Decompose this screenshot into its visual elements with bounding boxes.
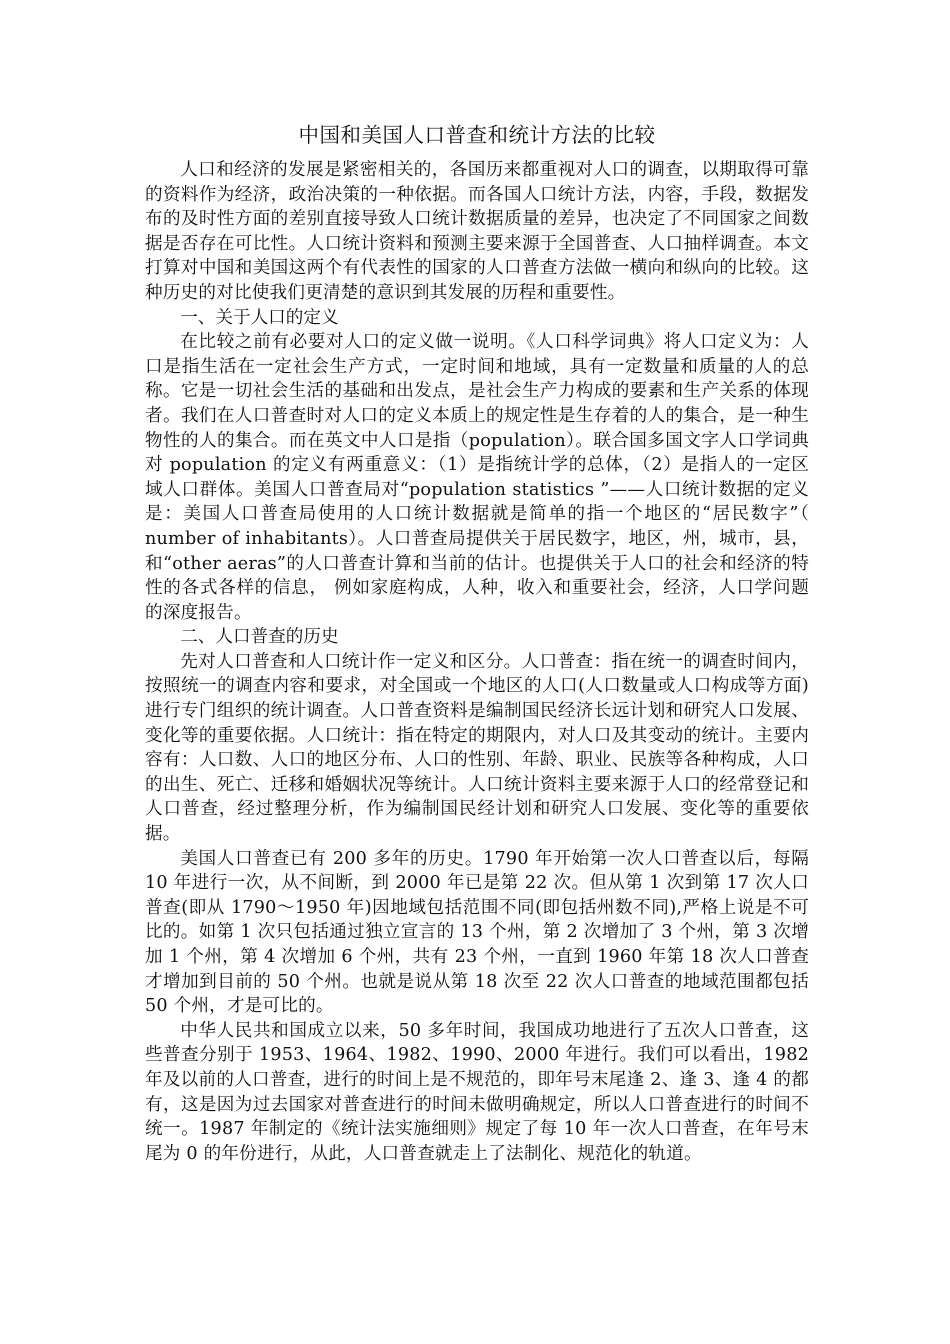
definition-paragraph: 在比较之前有必要对人口的定义做一说明。《人口科学词典》将人口定义为：人口是指生活在一定社会生产方式，一定时间和地域，具有一定数量和质量的人的总称。它是一切社会生活的基础和出发点，是社会生产力构成的要素和生产关系的体现者。我们在人口普查时对人口的定义本质上的规定性是生存着的人的集合，是一种生物性的人的集合。而在英文中人口是指（population）。联合国多国文字人口学词典对 population 的定义有两重意义：（1）是指统计学的总体，（2）是指人的一定区域人口群体。美国人口普查局对“population statistics ”——人口统计数据的定义是：美国人口普查局使用的人口统计数据就是简单的指一个地区的“居民数字”（ number of inhabitants）。人口普查局提供关于居民数字，地区，州，城市，县，和“other aeras”的人口普查计算和当前的估计。也提供关于人口的社会和经济的特性的各式各样的信息， 例如家庭构成，人种，收入和重要社会，经济，人口学问题的深度报告。 — [145, 332, 809, 623]
section-heading-history: 二、人口普查的历史 — [180, 627, 339, 648]
document-page — [145, 118, 809, 1166]
china-census-history-paragraph: 中华人民共和国成立以来，50 多年时间，我国成功地进行了五次人口普查，这些普查分别于 1953、1964、1982、1990、2000 年进行。我们可以看出，1982 年及以前的人口普查，进行的时间上是不规范的，即年号末尾逢 2、逢 3、逢 4 的都有，这是因为过去国家对普查进行的时间未做明确规定，所以人口普查进行的时间不统一。1987 年制定的《统计法实施细则》规定了每 10 年一次人口普查，在年号末尾为 0 的年份进行，从此，人口普查就走上了法制化、规范化的轨道。 — [145, 1020, 809, 1164]
document-title: 中国和美国人口普查和统计方法的比较 — [298, 123, 656, 147]
section-heading-definition: 一、关于人口的定义 — [180, 307, 339, 328]
census-definition-paragraph: 先对人口普查和人口统计作一定义和区分。人口普查：指在统一的调查时间内，按照统一的调查内容和要求，对全国或一个地区的人口(人口数量或人口构成等方面)进行专门组织的统计调查。人口普查资料是编制国民经济长远计划和研究人口发展、变化等的重要依据。人口统计：指在特定的期限内，对人口及其变动的统计。主要内容有：人口数、人口的地区分布、人口的性别、年龄、职业、民族等各种构成，人口的出生、死亡、迁移和婚姻状况等统计。人口统计资料主要来源于人口的经常登记和人口普查，经过整理分析，作为编制国民经计划和研究人口发展、变化等的重要依据。 — [145, 651, 809, 845]
us-census-history-paragraph: 美国人口普查已有 200 多年的历史。1790 年开始第一次人口普查以后，每隔 10 年进行一次，从不间断，到 2000 年已是第 22 次。但从第 1 次到第 17 次人口普查(即从 1790～1950 年)因地域包括范围不同(即包括州数不同),严格上说是不可比的。如第 1 次只包括通过独立宣言的 13 个州，第 2 次增加了 3 个州，第 3 次增加 1 个州，第 4 次增加 6 个州，共有 23 个州，一直到 1960 年第 18 次人口普查才增加到目前的 50 个州。也就是说从第 18 次至 22 次人口普查的地域范围都包括 50 个州，才是可比的。 — [145, 848, 809, 1017]
intro-paragraph: 人口和经济的发展是紧密相关的，各国历来都重视对人口的调查，以期取得可靠的资料作为经济，政治决策的一种依据。而各国人口统计方法，内容，手段，数据发布的及时性方面的差别直接导致人口统计数据质量的差异，也决定了不同国家之间数据是否存在可比性。人口统计资料和预测主要来源于全国普查、人口抽样调查。本文打算对中国和美国这两个有代表性的国家的人口普查方法做一横向和纵向的比较。这种历史的对比使我们更清楚的意识到其发展的历程和重要性。 — [145, 160, 809, 303]
